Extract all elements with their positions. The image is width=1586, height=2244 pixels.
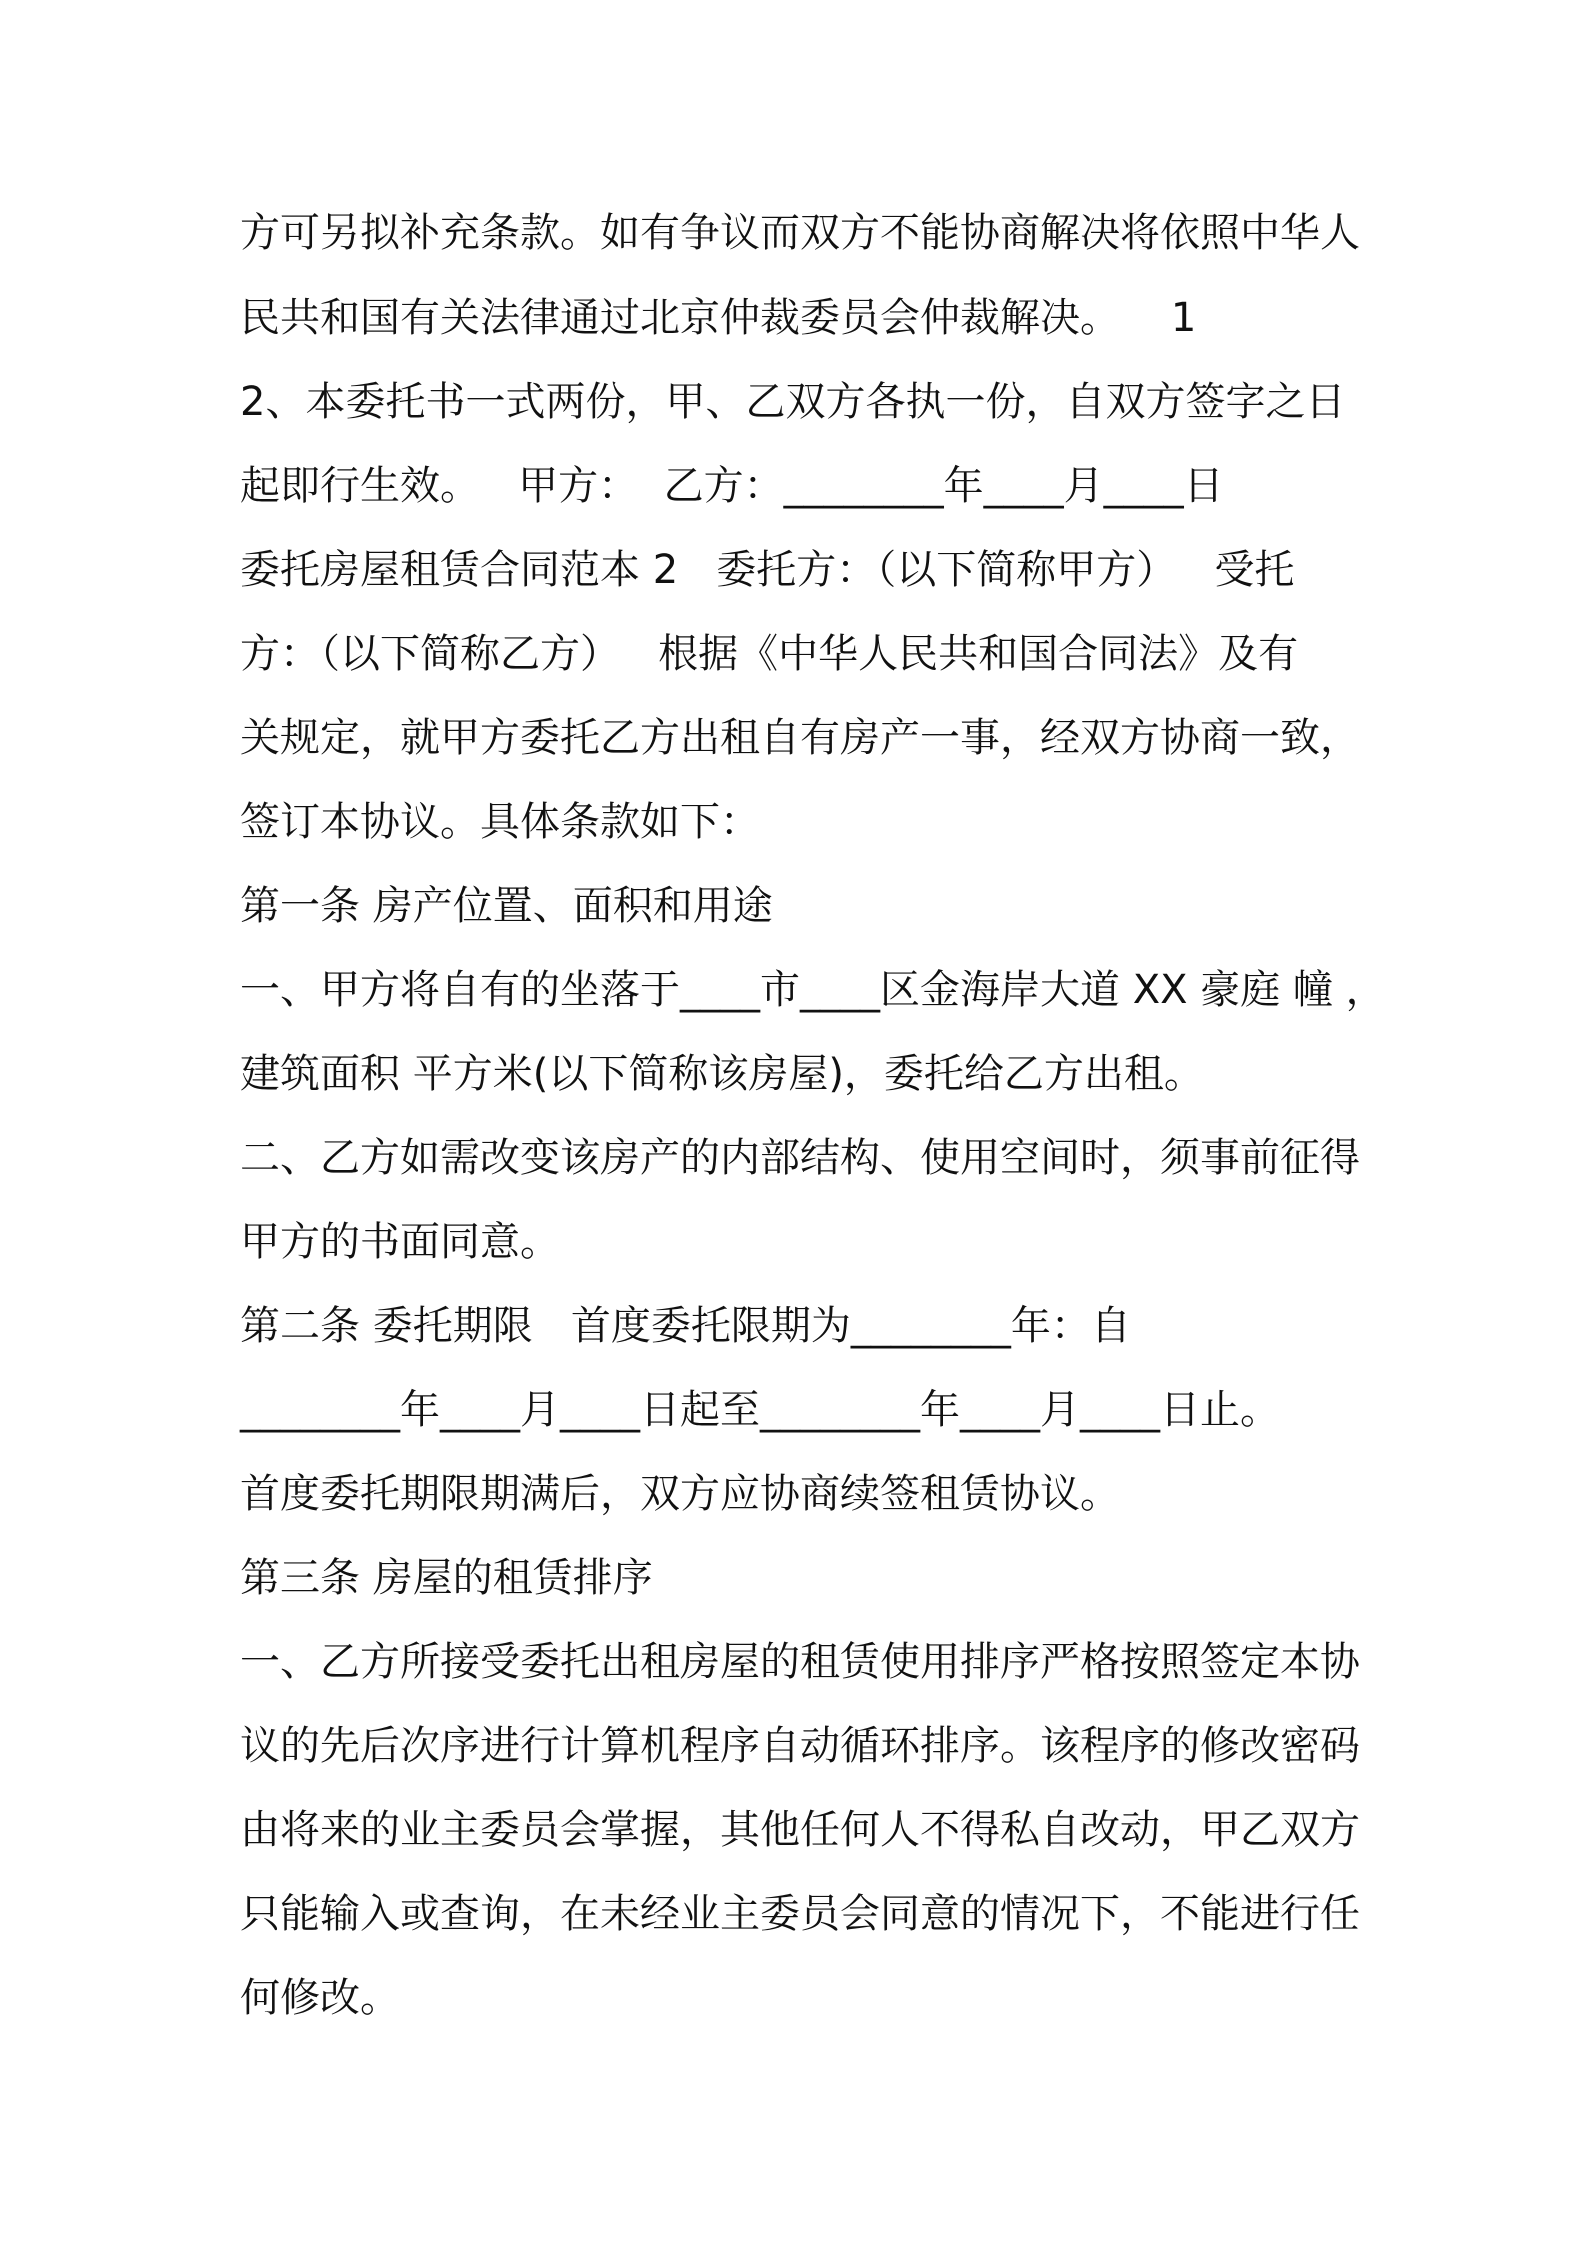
text-line: 2、本委托书一式两份，甲、乙双方各执一份，自双方签字之日 <box>240 379 1346 425</box>
text-line: 由将来的业主委员会掌握，其他任何人不得私自改动，甲乙双方 <box>240 1807 1360 1853</box>
article-heading: 第二条 委托期限 首度委托限期为________年：自 <box>240 1303 1131 1349</box>
text-line: 一、甲方将自有的坐落于____市____区金海岸大道 XX 豪庭 幢 ， <box>240 967 1386 1013</box>
text-line: 起即行生效。 甲方： 乙方：________年____月____日 <box>240 463 1224 509</box>
text-line: 民共和国有关法律通过北京仲裁委员会仲裁解决。 1 <box>240 295 1197 341</box>
text-line: ________年____月____日起至________年____月____日止。 <box>240 1387 1280 1433</box>
text-line: 建筑面积 平方米(以下简称该房屋)，委托给乙方出租。 <box>240 1051 1204 1097</box>
text-line: 只能输入或查询，在未经业主委员会同意的情况下，不能进行任 <box>240 1891 1360 1937</box>
text-line: 签订本协议。具体条款如下： <box>240 799 760 845</box>
text-line: 首度委托期限期满后，双方应协商续签租赁协议。 <box>240 1471 1120 1517</box>
text-line: 方可另拟补充条款。如有争议而双方不能协商解决将依照中华人 <box>240 210 1360 256</box>
text-line: 委托房屋租赁合同范本 2 委托方：（以下简称甲方） 受托 <box>240 547 1295 593</box>
text-line: 关规定，就甲方委托乙方出租自有房产一事，经双方协商一致， <box>240 715 1360 761</box>
text-line: 甲方的书面同意。 <box>240 1219 560 1265</box>
text-line: 何修改。 <box>240 1975 400 2021</box>
article-heading: 第三条 房屋的租赁排序 <box>240 1555 653 1601</box>
text-line: 二、乙方如需改变该房产的内部结构、使用空间时，须事前征得 <box>240 1135 1360 1181</box>
text-line: 一、乙方所接受委托出租房屋的租赁使用排序严格按照签定本协 <box>240 1639 1360 1685</box>
article-heading: 第一条 房产位置、面积和用途 <box>240 883 773 929</box>
text-line: 方：（以下简称乙方） 根据《中华人民共和国合同法》及有 <box>240 631 1299 677</box>
text-line: 议的先后次序进行计算机程序自动循环排序。该程序的修改密码 <box>240 1723 1360 1769</box>
